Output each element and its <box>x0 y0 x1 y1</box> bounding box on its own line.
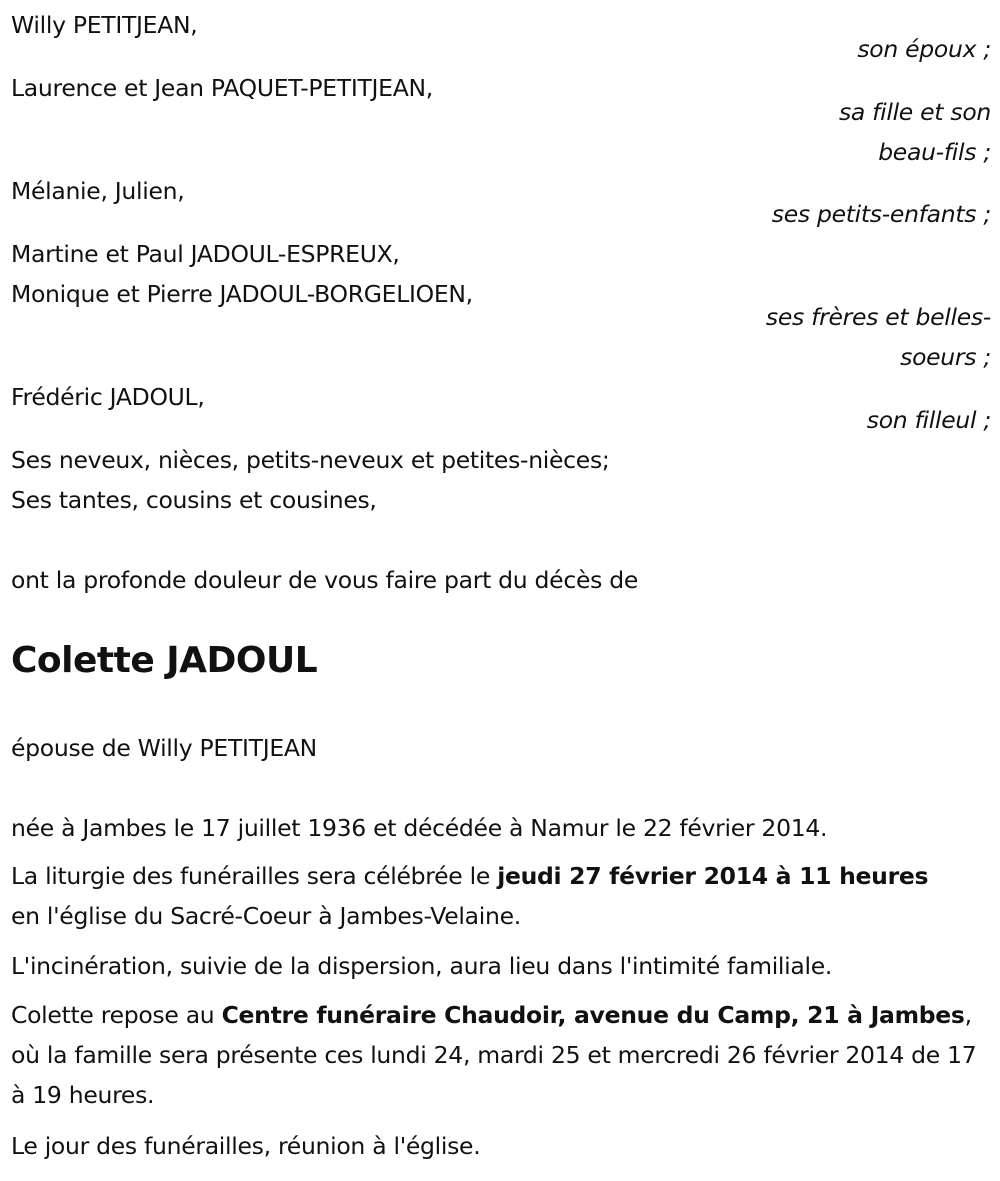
liturgy-post: en l'église du Sacré-Coeur à Jambes-Velaine. <box>11 902 521 930</box>
family-role: soeurs ; <box>900 343 991 371</box>
family-name: Frédéric JADOUL, <box>11 383 205 411</box>
family-role: ses petits-enfants ; <box>771 200 991 228</box>
family-name: Laurence et Jean PAQUET-PETITJEAN, <box>11 74 433 102</box>
family-name: Ses tantes, cousins et cousines, <box>11 486 377 514</box>
family-name: Martine et Paul JADOUL-ESPREUX, <box>11 240 400 268</box>
birth-death-line: née à Jambes le 17 juillet 1936 et décédée à Namur le 22 février 2014. <box>11 814 828 842</box>
repose-pre: Colette repose au <box>11 1001 222 1029</box>
deceased-name: Colette JADOUL <box>11 640 318 681</box>
repose-post: , où la famille sera présente ces lundi 24, mardi 25 et mercredi 26 février 2014 de 17 à 19 heures. <box>11 1001 977 1109</box>
spouse-line: épouse de Willy PETITJEAN <box>11 734 317 762</box>
family-role: beau-fils ; <box>878 138 991 166</box>
repose-paragraph <box>11 995 996 1115</box>
family-name: Monique et Pierre JADOUL-BORGELIOEN, <box>11 280 473 308</box>
meeting-line: Le jour des funérailles, réunion à l'église. <box>11 1132 481 1160</box>
family-name: Willy PETITJEAN, <box>11 11 198 39</box>
family-role: sa fille et son <box>838 98 991 126</box>
cremation-line: L'incinération, suivie de la dispersion, aura lieu dans l'intimité familiale. <box>11 952 833 980</box>
family-name: Ses neveux, nièces, petits-neveux et petites-nièces; <box>11 446 610 474</box>
repose-location: Centre funéraire Chaudoir, avenue du Camp, 21 à Jambes <box>221 1001 965 1029</box>
liturgy-pre: La liturgie des funérailles sera célébrée le <box>11 862 498 890</box>
family-name: Mélanie, Julien, <box>11 177 185 205</box>
liturgy-datetime: jeudi 27 février 2014 à 11 heures <box>497 862 929 890</box>
announcement-text: ont la profonde douleur de vous faire part du décès de <box>11 566 638 594</box>
family-role: son époux ; <box>857 35 991 63</box>
liturgy-paragraph <box>11 856 931 936</box>
family-role: ses frères et belles- <box>765 303 991 331</box>
family-role: son filleul ; <box>866 406 991 434</box>
